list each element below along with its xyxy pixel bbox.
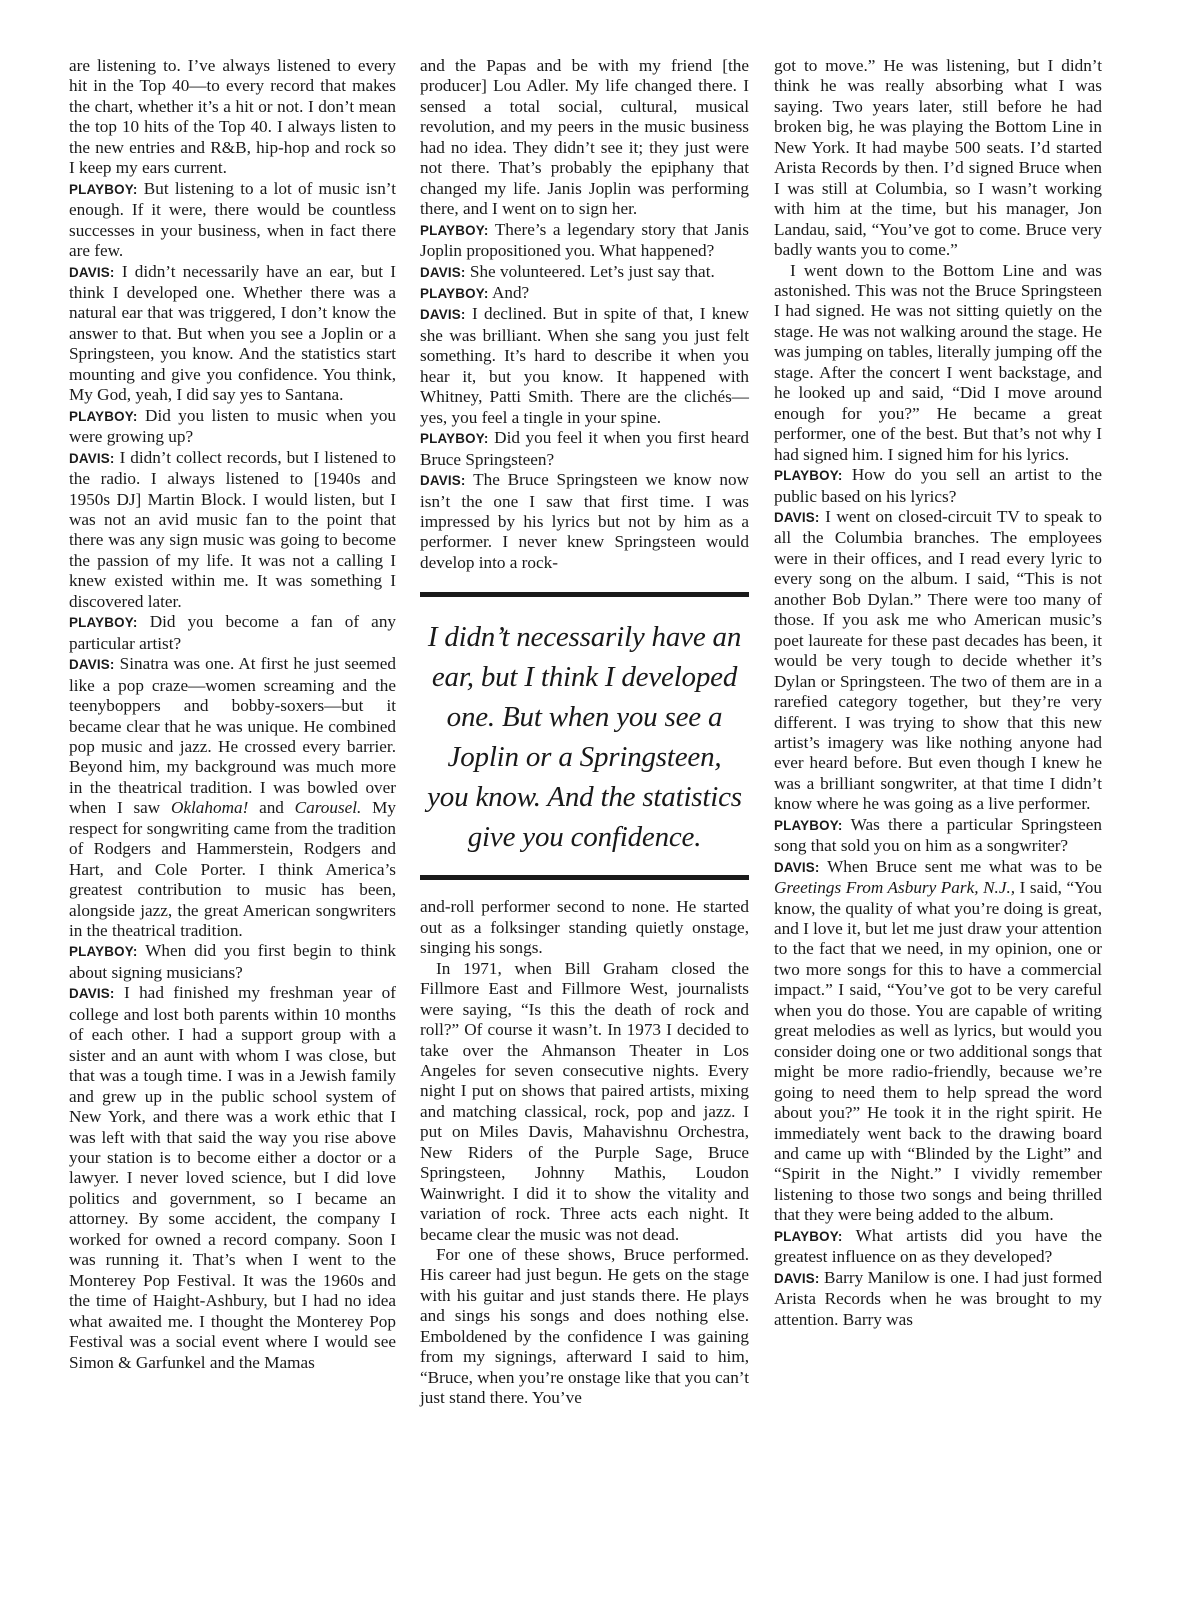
speaker-label-davis: DAVIS: (69, 657, 115, 673)
answer (774, 857, 1102, 1226)
speaker-label-davis: DAVIS: (774, 1270, 820, 1286)
answer-text: My respect for songwriting came from the tradition of Rodgers and Hammerstein, Rodgers and Hart, and Cole Porter. I think America’s greatest contribution to music has been, alongside jazz, the great American songwriters in the theatrical tradition. (69, 798, 396, 941)
paragraph: and-roll performer second to none. He started out as a folksinger standing quietly onstage, singing his songs. (420, 897, 749, 958)
answer (420, 262, 749, 283)
speaker-label-davis: DAVIS: (420, 307, 466, 323)
column-3 (774, 56, 1102, 1330)
question-text: Did you feel it when you first heard Bruce Springsteen? (420, 428, 750, 469)
question (69, 406, 396, 448)
speaker-label-playboy: PLAYBOY: (420, 222, 489, 238)
answer-text: I didn’t collect records, but I listened to the radio. I always listened to [1940s and 1950s DJ] Martin Block. I would listen, but I was not an avid music fan to the point that there was any sign music was going to become the passion of my life. It was not a calling I knew existed within me. It was something I discovered later. (69, 447, 396, 611)
speaker-label-playboy: PLAYBOY: (69, 615, 138, 631)
paragraph: In 1971, when Bill Graham closed the Fillmore East and Fillmore West, journalists were saying, “Is this the death of rock and roll?” Of course it wasn’t. In 1973 I decided to take over the Ahmanson Theater in Los Angeles for seven consecutive nights. Every night I put on shows that paired artists, mixing and matching classical, rock, pop and jazz. I put on Miles Davis, Mahavishnu Orchestra, New Riders of the Purple Sage, Bruce Springsteen, Johnny Mathis, Loudon Wainwright. I did it to show the vitality and variation of rock. Three acts each night. It became clear the music was not dead. (420, 958, 749, 1244)
question (774, 815, 1102, 857)
speaker-label-davis: DAVIS: (69, 264, 115, 280)
speaker-label-davis: DAVIS: (774, 859, 820, 875)
speaker-label-playboy: PLAYBOY: (420, 285, 489, 301)
speaker-label-davis: DAVIS: (69, 986, 115, 1002)
speaker-label-playboy: PLAYBOY: (69, 181, 138, 197)
paragraph: got to move.” He was listening, but I didn’t think he was really absorbing what I was saying. Two years later, still before he had broken big, he was playing the Bottom Line in New York. It had maybe 500 seats. I’d started Arista Records by then. I’d signed Bruce when I was still at Columbia, so I wasn’t working with him at the time, but his manager, Jon Landau, said, “You’ve got to come. Bruce very badly wants you to come.” (774, 56, 1102, 260)
speaker-label-davis: DAVIS: (69, 450, 115, 466)
answer (774, 1268, 1102, 1330)
column-1 (69, 56, 396, 1373)
speaker-label-playboy: PLAYBOY: (774, 1228, 843, 1244)
question-text: When did you first begin to think about signing musicians? (69, 941, 396, 982)
answer (69, 448, 396, 613)
title-carousel: Carousel. (294, 798, 362, 818)
paragraph: are listening to. I’ve always listened to every hit in the Top 40—to every record that makes the chart, whether it’s a hit or not. I don’t mean the top 10 hits of the Top 40. I always listen to the new entries and R&B, hip-hop and rock so I keep my ears current. (69, 56, 396, 178)
title-oklahoma: Oklahoma! (170, 798, 249, 818)
question-text: But listening to a lot of music isn’t enough. If it were, there would be countless successes in your business, when in fact there are few. (69, 178, 396, 261)
paragraph: For one of these shows, Bruce performed. His career had just begun. He gets on the stage with his guitar and just stands there. He plays and sings his songs and does nothing else. Emboldened by the confidence I was gaining from my signings, afterward I said to him, “Bruce, when you’re onstage like that you can’t just stand there. You’ve (420, 1245, 749, 1408)
question (69, 612, 396, 654)
answer (69, 262, 396, 406)
question (774, 1226, 1102, 1268)
question-text: Did you become a fan of any particular artist? (69, 612, 397, 653)
question (774, 465, 1102, 507)
answer-text: Barry Manilow is one. I had just formed Arista Records when he was brought to my attention. Barry was (774, 1267, 1102, 1329)
answer (774, 507, 1102, 815)
question-text: Did you listen to music when you were growing up? (69, 405, 397, 447)
pull-quote: I didn’t necessarily have an ear, but I think I developed one. But when you see a Joplin or a Springsteen, you know. And the statistics give you confidence. (420, 592, 749, 880)
question (69, 179, 396, 262)
column-2 (420, 56, 749, 1409)
answer (69, 654, 396, 941)
answer (420, 304, 749, 428)
question-text: What artists did you have the greatest influence on as they developed? (774, 1225, 1102, 1267)
speaker-label-davis: DAVIS: (420, 473, 466, 489)
speaker-label-playboy: PLAYBOY: (774, 817, 843, 833)
album-title: Greetings From Asbury Park, N.J., (774, 878, 1016, 898)
speaker-label-davis: DAVIS: (420, 264, 466, 280)
answer-text: and (248, 798, 295, 818)
answer-text: I went on closed-circuit TV to speak to all the Columbia branches. The employees were in their offices, and I read every lyric to every song on the album. I said, “This is not another Bob Dylan.” There were too many of those. If you ask me who American music’s poet laureate for these past decades has been, it would be very tough to decide whether it’s Dylan or Springsteen. The two of them are in a rarefied category together, but they’re very different. I was trying to show that this new artist’s imagery was like nothing anyone had ever heard before. But even though I knew he was a brilliant songwriter, at that time I didn’t know where he was going as a live performer. (774, 506, 1103, 814)
answer-text: She volunteered. Let’s just say that. (469, 261, 715, 281)
speaker-label-playboy: PLAYBOY: (774, 468, 843, 484)
question (420, 220, 749, 262)
answer-text: I didn’t necessarily have an ear, but I think I developed one. Whether there was a natural ear that was triggered, I don’t know the answer to that. But when you see a Joplin or a Springsteen, you know. And the statistics start mounting and give you confidence. You think, My God, yeah, I did say yes to Santana. (69, 261, 397, 405)
answer (69, 983, 396, 1373)
answer-text: I had finished my freshman year of college and lost both parents within 10 months of each other. I had a support group with a sister and an aunt with whom I was close, but that was a tough time. I was in a Jewish family and grew up in the public school system of New York, and there was a work ethic that I was left with that said the way you rise above your station is to become either a doctor or a lawyer. I never loved science, but I did love politics and government, so I became an attorney. By some accident, the company I worked for owned a record company. Soon I was running it. That’s when I went to the Monterey Pop Festival. It was the 1960s and the time of Haight-Ashbury, but I had no idea what awaited me. I thought the Monterey Pop Festival was a social event where I would see Simon & Garfunkel and the Mamas (69, 983, 397, 1372)
answer-text: The Bruce Springsteen we know now isn’t the one I saw that first time. I was impressed by his lyrics but not by him as a performer. I never knew Springsteen would develop into a rock- (420, 470, 749, 572)
speaker-label-playboy: PLAYBOY: (69, 944, 138, 960)
question-text: How do you sell an artist to the public based on his lyrics? (774, 465, 1102, 506)
answer-text: I said, “You know, the quality of what you’re doing is great, and I love it, but let me just draw your attention to the fact that we need, in my opinion, one or two more songs for this to have a commercial impact.” I said, “You’ve got to be very careful when you do those. You are capable of writing great melodies as well as lyrics, but would you consider doing one or two additional songs that might be more radio-friendly, because we’re going to need them to help spread the word about you?” He took it in the right spirit. He immediately went back to the drawing board and came up with “Blinded by the Light” and “Spirit in the Night.” I vividly remember listening to those two songs and being thrilled that they were being added to the album. (774, 878, 1102, 1225)
answer-text: I declined. But in spite of that, I knew she was brilliant. When she sang you just felt something. It’s hard to describe it when you hear it, but you know. It happened with Whitney, Patti Smith. There are the clichés—yes, you feel a tingle in your spine. (420, 304, 749, 427)
speaker-label-playboy: PLAYBOY: (69, 408, 138, 424)
question (420, 428, 749, 470)
question (69, 941, 396, 983)
speaker-label-davis: DAVIS: (774, 509, 820, 525)
question-text: There’s a legendary story that Janis Joplin propositioned you. What happened? (420, 219, 749, 261)
question-text: Was there a particular Springsteen song that sold you on him as a songwriter? (774, 814, 1102, 856)
paragraph: and the Papas and be with my friend [the producer] Lou Adler. My life changed there. I sensed a total social, cultural, musical revolution, and my peers in the music business had no idea. They didn’t see it; they just were not there. That’s probably the epiphany that changed my life. Janis Joplin was performing there, and I went on to sign her. (420, 56, 749, 219)
question-text: And? (491, 282, 530, 302)
speaker-label-playboy: PLAYBOY: (420, 431, 489, 447)
question (420, 283, 749, 304)
paragraph: I went down to the Bottom Line and was astonished. This was not the Bruce Springsteen I had signed. He was not sitting quietly on the stage. He was not walking around the stage. He was jumping on tables, literally jumping off the stage. After the concert I went backstage, and he looked up and said, “Did I move around enough for you?” He became a great performer, one of the best. But that’s not why I had signed him. I signed him for his lyrics. (774, 260, 1102, 464)
answer-text: When Bruce sent me what was to be (827, 856, 1102, 876)
answer (420, 470, 749, 573)
answer-text: Sinatra was one. At first he just seemed like a pop craze—women screaming and the teenyboppers and bobby-soxers—but it became clear that he was unique. He combined pop music and jazz. He crossed every barrier. Beyond him, my background was much more in the theatrical tradition. I was bowled over when I saw (69, 654, 396, 818)
